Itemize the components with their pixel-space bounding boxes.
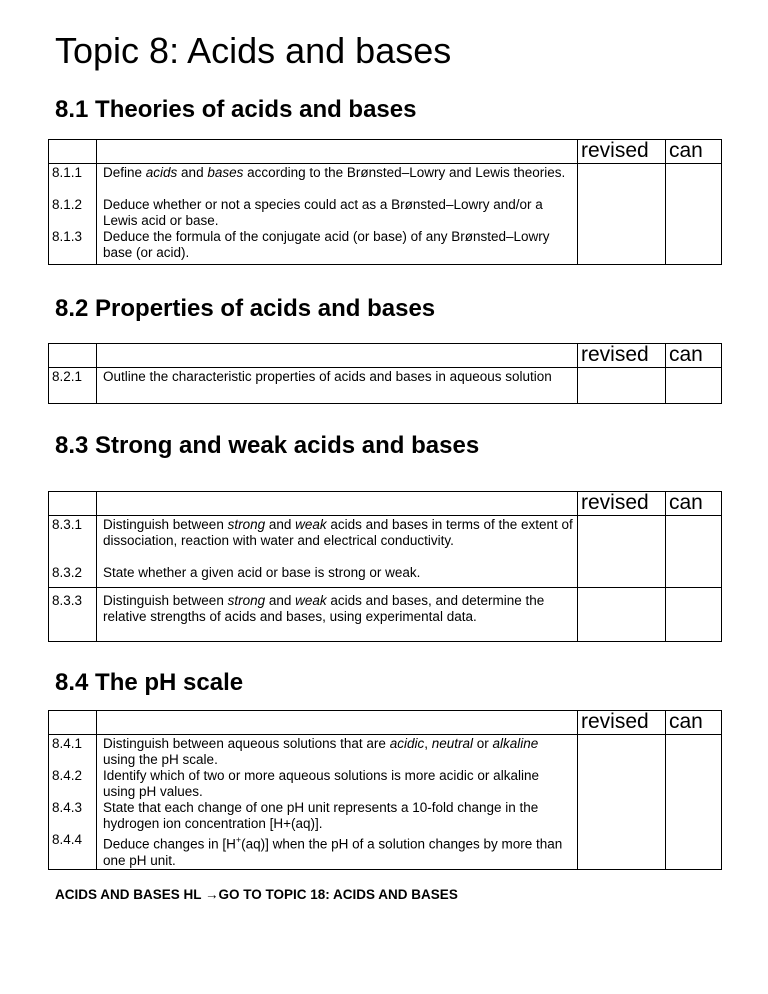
table-row	[49, 368, 722, 404]
header-cell-empty	[49, 492, 97, 516]
objective-number: 8.1.1	[52, 165, 83, 180]
topic-table-8-4	[48, 710, 722, 870]
objective-text: Distinguish between strong and weak acids and bases, and determine the relative strengths of acids and bases, using experimental data.	[97, 588, 578, 642]
header-cell-empty	[97, 711, 578, 735]
header-cell-empty	[97, 344, 578, 368]
header-cell-empty	[97, 140, 578, 164]
topic-table-8-3	[48, 491, 722, 642]
objective-number: 8.3.3	[49, 588, 97, 642]
can-checkbox-cell[interactable]	[666, 735, 722, 870]
objective-text: Deduce whether or not a species could act as a Brønsted–Lowry and/or a Lewis acid or base.	[103, 197, 543, 228]
objective-text: Define acids and bases according to the Brønsted–Lowry and Lewis theories.	[103, 165, 566, 180]
revised-checkbox-cell[interactable]	[578, 164, 666, 265]
revised-column-header: revised	[578, 711, 666, 735]
header-cell-empty	[49, 344, 97, 368]
can-column-header: can	[666, 140, 722, 164]
header-cell-empty	[97, 492, 578, 516]
objective-number: 8.4.4	[52, 832, 83, 847]
topic-table-8-2	[48, 343, 722, 404]
page-title: Topic 8: Acids and bases	[55, 30, 452, 71]
objective-number: 8.1.2	[52, 197, 83, 212]
objective-descriptions	[97, 516, 578, 588]
objective-number: 8.4.3	[52, 800, 83, 815]
can-checkbox-cell[interactable]	[666, 368, 722, 404]
objective-number: 8.1.3	[52, 229, 83, 244]
objective-descriptions	[97, 164, 578, 265]
topic-table-8-1	[48, 139, 722, 265]
revised-column-header: revised	[578, 140, 666, 164]
can-checkbox-cell[interactable]	[666, 516, 722, 588]
can-checkbox-cell[interactable]	[666, 164, 722, 265]
arrow-right-icon: →	[205, 887, 219, 902]
section-heading-8-2: 8.2 Properties of acids and bases	[55, 295, 436, 322]
objective-descriptions	[97, 735, 578, 870]
objective-text: Distinguish between aqueous solutions that are acidic, neutral or alkaline using the pH scale.	[103, 736, 539, 767]
revised-checkbox-cell[interactable]	[578, 516, 666, 588]
section-heading-8-3: 8.3 Strong and weak acids and bases	[55, 432, 480, 459]
revised-checkbox-cell[interactable]	[578, 735, 666, 870]
table-row	[49, 588, 722, 642]
revised-checkbox-cell[interactable]	[578, 588, 666, 642]
objective-text: State whether a given acid or base is strong or weak.	[103, 565, 421, 580]
objective-text: Identify which of two or more aqueous solutions is more acidic or alkaline using pH values.	[103, 768, 539, 799]
objective-text: Deduce the formula of the conjugate acid (or base) of any Brønsted–Lowry base (or acid).	[103, 229, 550, 260]
goto-topic-18-link[interactable]: GO TO TOPIC 18: ACIDS AND BASES	[218, 887, 458, 902]
hl-footer-note	[55, 887, 458, 902]
can-column-header: can	[666, 344, 722, 368]
objective-number: 8.3.2	[52, 565, 83, 580]
can-column-header: can	[666, 711, 722, 735]
objective-text: Outline the characteristic properties of acids and bases in aqueous solution	[97, 368, 578, 404]
table-row	[49, 516, 722, 588]
objective-text: State that each change of one pH unit represents a 10-fold change in the hydrogen ion concentration [H+(aq)].	[103, 800, 539, 831]
objective-text: Distinguish between strong and weak acids and bases in terms of the extent of dissociation, reaction with water and electrical conductivity.	[103, 517, 573, 548]
footer-text: ACIDS AND BASES HL	[55, 887, 206, 902]
objective-number: 8.4.1	[52, 736, 83, 751]
header-cell-empty	[49, 711, 97, 735]
objective-numbers	[49, 735, 97, 870]
objective-numbers	[49, 164, 97, 265]
revised-checkbox-cell[interactable]	[578, 368, 666, 404]
objective-number: 8.3.1	[52, 517, 83, 532]
revised-column-header: revised	[578, 492, 666, 516]
objective-numbers	[49, 516, 97, 588]
revised-column-header: revised	[578, 344, 666, 368]
objective-number: 8.4.2	[52, 768, 83, 783]
objective-number: 8.2.1	[49, 368, 97, 404]
table-row	[49, 735, 722, 870]
table-row	[49, 164, 722, 265]
objective-text: Deduce changes in [H+(aq)] when the pH of a solution changes by more than one pH unit.	[103, 835, 563, 868]
section-heading-8-1: 8.1 Theories of acids and bases	[55, 96, 417, 123]
can-column-header: can	[666, 492, 722, 516]
section-heading-8-4: 8.4 The pH scale	[55, 669, 244, 696]
header-cell-empty	[49, 140, 97, 164]
can-checkbox-cell[interactable]	[666, 588, 722, 642]
